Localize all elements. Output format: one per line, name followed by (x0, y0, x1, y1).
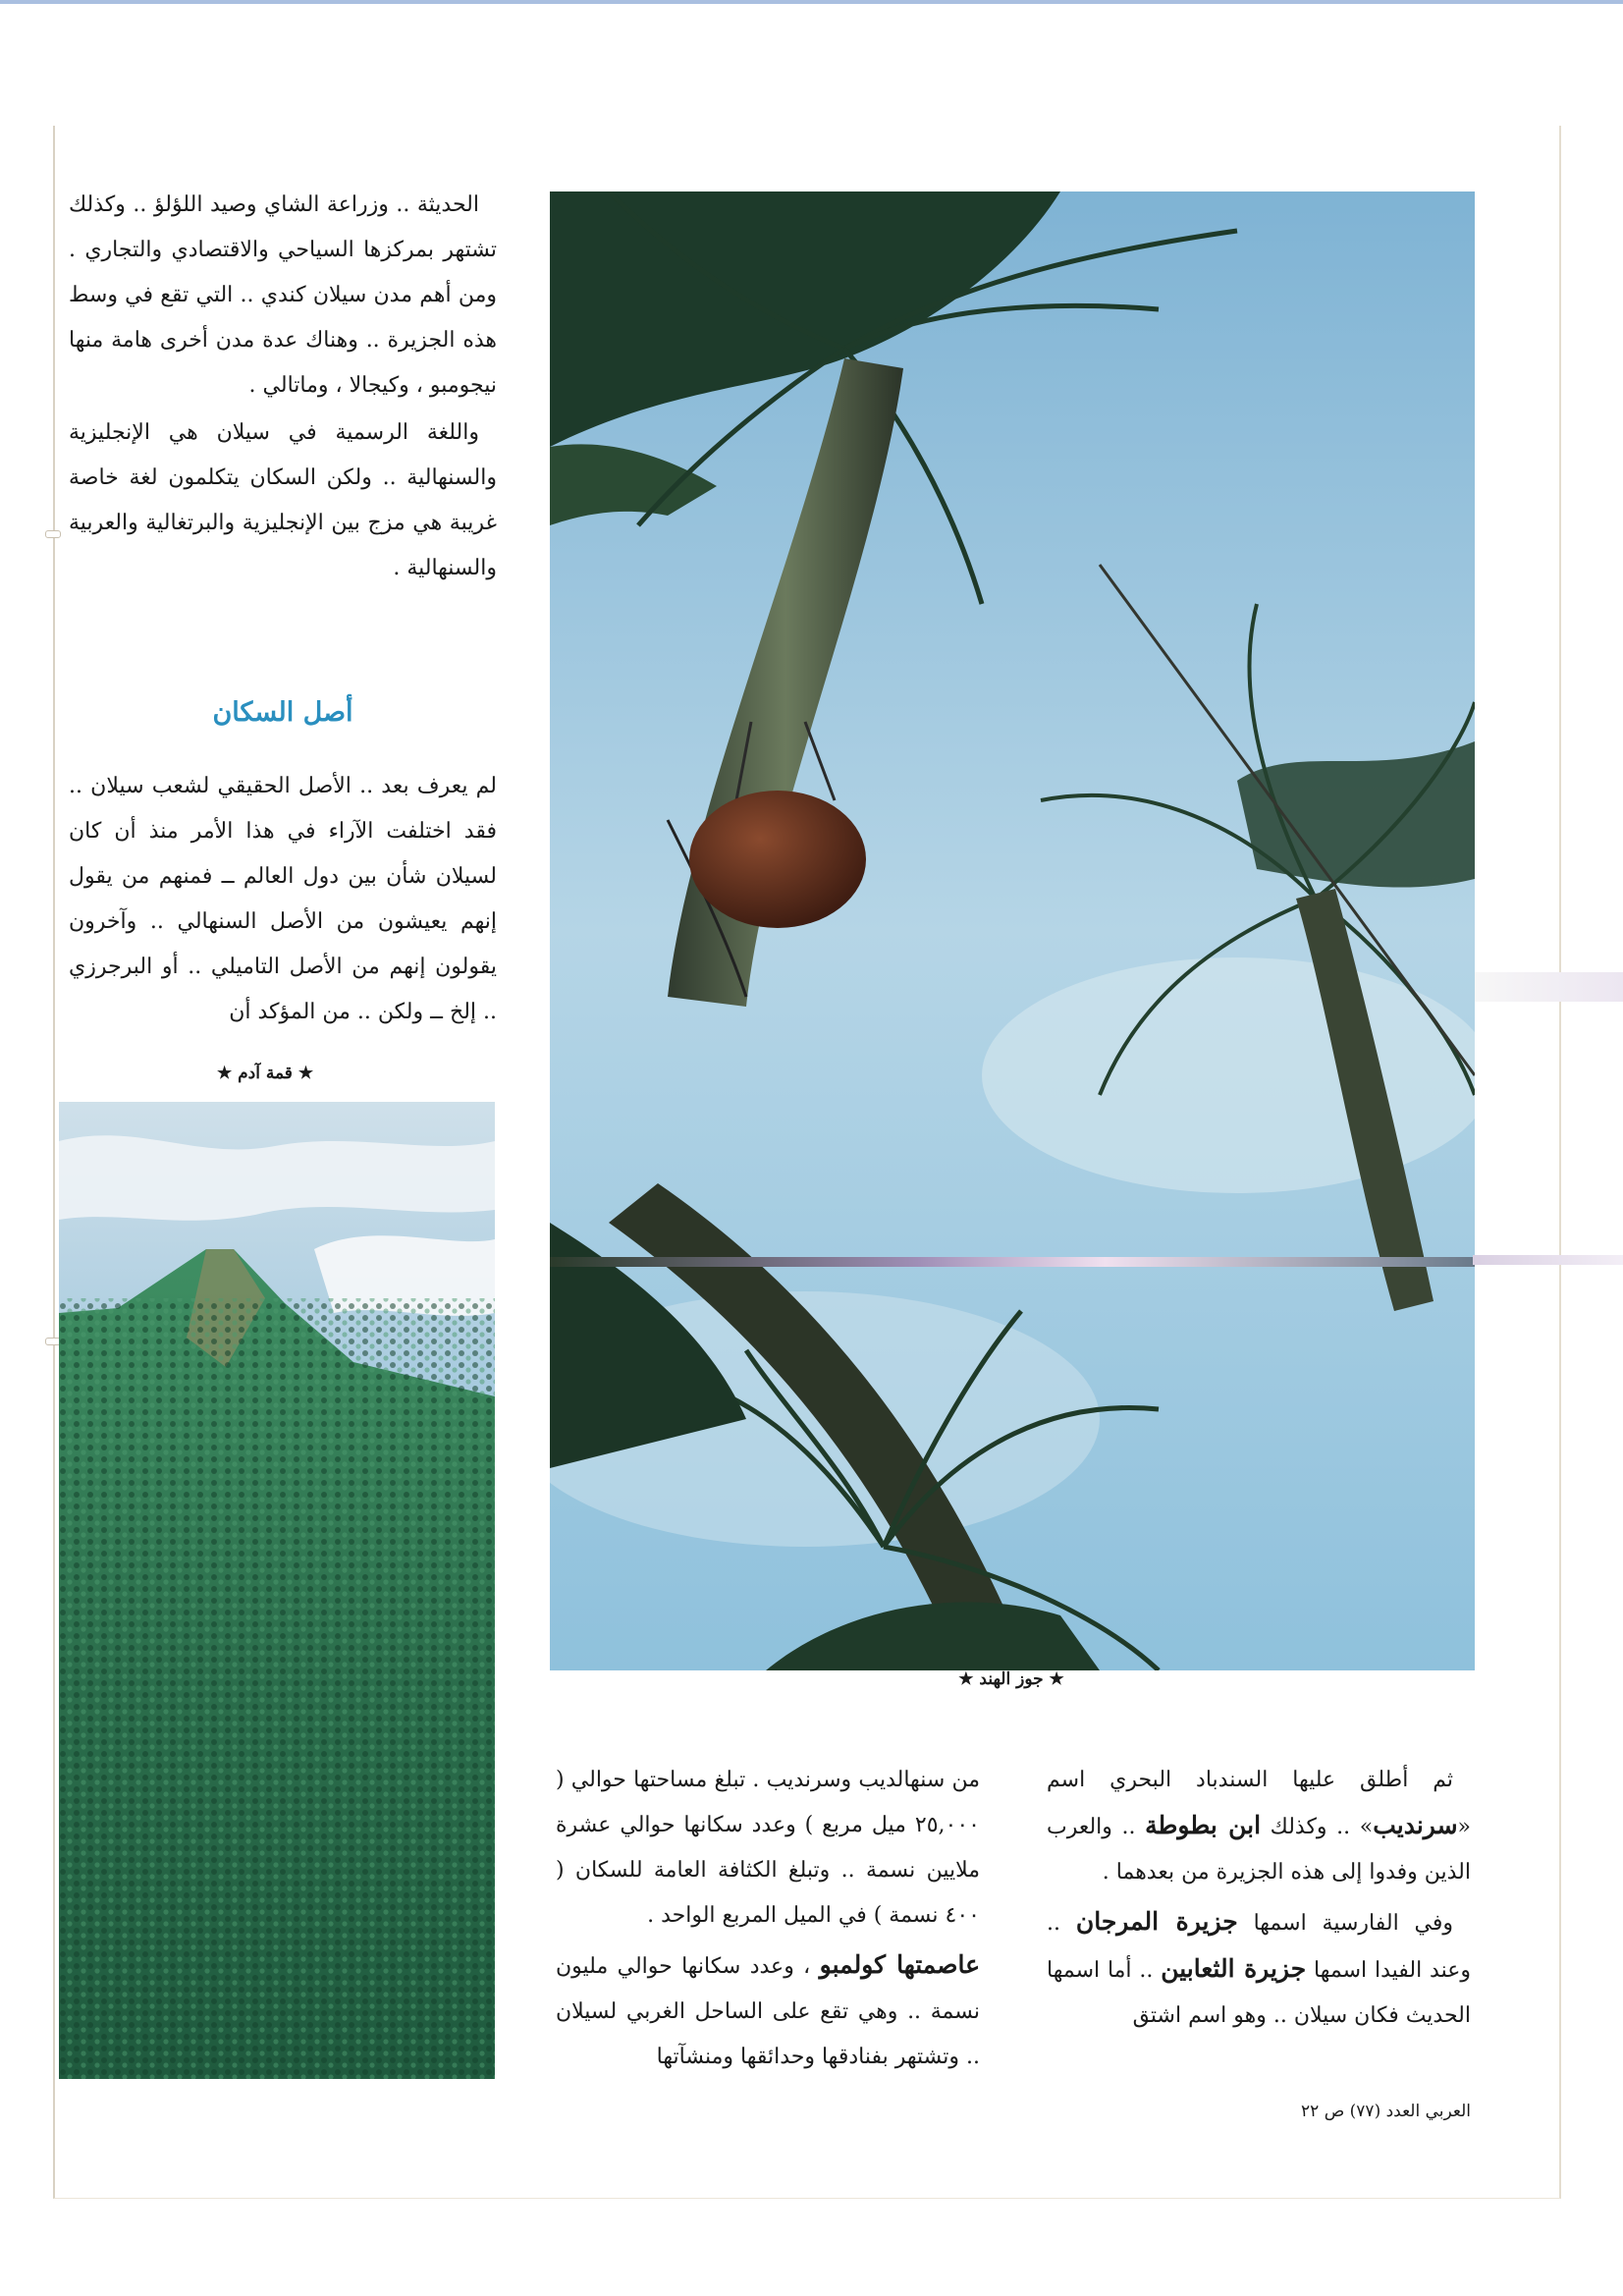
adams-peak-photo (59, 1102, 495, 2079)
paragraph-serendib: ثم أطلق عليها السندباد البحري اسم «سرنديب» .. وكذلك ابن بطوطة .. والعرب الذين وفدوا إلى هذه الجزيرة من بعدهما . (1047, 1768, 1471, 1885)
paragraph-colombo: عاصمتها كولمبو ، وعدد سكانها حوالي مليون نسمة .. وهي تقع على الساحل الغربي لسيلان .. وتشتهر بفنادقها وحدائقها ومنشآتها (556, 1950, 981, 2069)
article-column-bottom-left (556, 1758, 980, 2080)
paragraph-language: واللغة الرسمية في سيلان هي الإنجليزية والسنهالية .. ولكن السكان يتكلمون لغة خاصة غريبة هي مزج بين الإنجليزية والبرتغالية والعربية والسنهالية . (69, 420, 497, 580)
caption-coconut: ★ جوز الهند ★ (958, 1669, 1064, 1689)
caption-adams-peak: ★ قمة آدم ★ (216, 1064, 314, 1083)
paragraph-area-population: من سنهالديب وسرنديب . تبلغ مساحتها حوالي ( ٢٥,٠٠٠ ميل مربع ) وعدد سكانها حوالي عشرة ملايين نسمة .. وتبلغ الكثافة العامة للسكان ( ٤٠٠ نسمة ) في الميل المربع الواحد . (556, 1768, 980, 1928)
paragraph-names: وفي الفارسية اسمها جزيرة المرجان .. وعند الفيدا اسمها جزيرة الثعابين .. أما اسمها الحديث فكان سيلان .. وهو اسم اشتق (1047, 1907, 1471, 2028)
article-column-upper (69, 183, 497, 591)
binder-mark (45, 530, 61, 538)
page-footer: العربي العدد (٧٧) ص ٢٢ (1301, 2102, 1471, 2121)
article-column-origins (69, 764, 497, 1035)
top-rule (0, 0, 1623, 4)
article-column-bottom-right (1047, 1758, 1471, 2039)
coconut-palm-photo (550, 191, 1475, 1670)
paragraph-origins: لم يعرف بعد .. الأصل الحقيقي لشعب سيلان .. فقد اختلفت الآراء في هذا الأمر منذ أن كان لسيلان شأن بين دول العالم ــ فمنهم من يقول إنهم يعيشون من الأصل السنهالي .. وآخرون يقولون إنهم من الأصل التاميلي .. أو البرجرزي .. إلخ ــ ولكن .. من المؤكد أن (69, 774, 497, 1024)
section-heading: أصل السكان (212, 697, 353, 728)
paragraph-cities: الحديثة .. وزراعة الشاي وصيد اللؤلؤ .. وكذلك تشتهر بمركزها السياحي والاقتصادي والتجاري . ومن أهم مدن سيلان كندي .. التي تقع في وسط هذه الجزيرة .. وهناك عدة مدن أخرى هامة منها نيجومبو ، وكيجالا ، وماتالي . (69, 192, 497, 398)
